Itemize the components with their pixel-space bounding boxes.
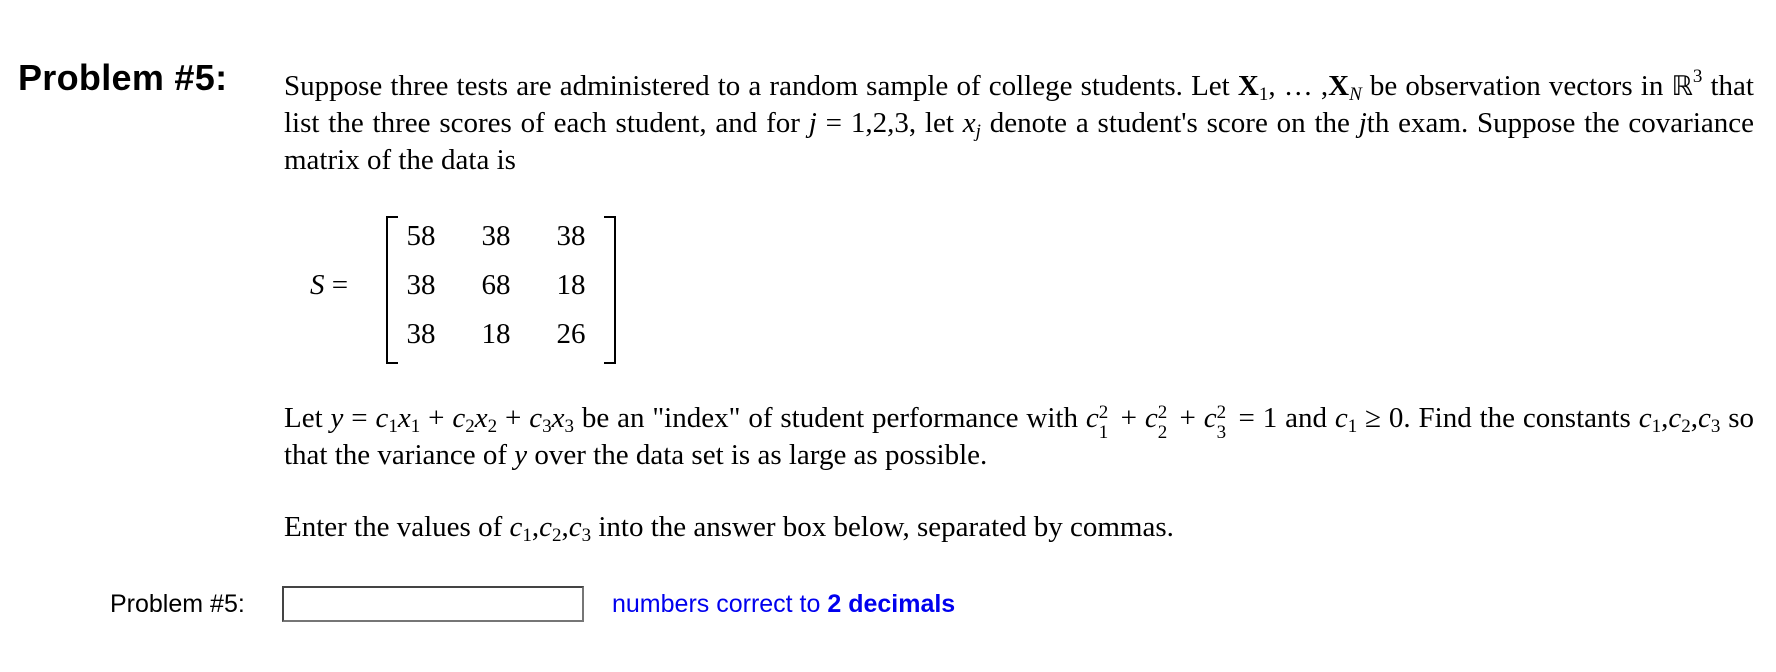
matrix-cell: 68 [481,269,511,301]
answer-input[interactable] [282,586,584,622]
matrix-cell: 38 [406,318,436,350]
matrix-cell: 38 [556,220,586,252]
answer-instructions: Enter the values of $c_1,c_2,c_3$ into the answer box below, separated by commas. [284,511,1174,546]
answer-hint-decimals: 2 decimals [827,590,956,618]
problem-heading: Problem #5: [18,57,228,98]
covariance-matrix [310,212,630,362]
answer-hint: numbers correct to 2 decimals [612,590,956,618]
problem-statement: Suppose three tests are administered to a random sample of college students. Let $X_1$, … $,X_N$ be observation vectors in ℝ$^3$ that list the three scores of each student, and for j = 1,2,3, let $x_j$ denote a student's score on the jth exam. Suppose the covariance matrix of the data is [284,66,1754,176]
matrix-cell: 26 [556,318,586,350]
matrix-lhs: S = [310,269,349,301]
matrix-cell: 18 [481,318,511,350]
matrix-cell: 38 [481,220,511,252]
problem-task: Let $y = c_1x_1 + c_2x_2 + c_3x_3$ be an "index" of student performance with c 2 1 + c 2 2 + c 2 3 = 1 and $c_1 \ge 0$. Find the constants $c_1,c_2,c_3$ so that the variance of y over the data set is as large as possible. [284,402,1755,471]
matrix-right-bracket [604,216,616,364]
answer-label: Problem #5: [110,590,245,618]
matrix-cell: 58 [406,220,436,252]
matrix-cell: 38 [406,269,436,301]
matrix-cell: 18 [556,269,586,301]
